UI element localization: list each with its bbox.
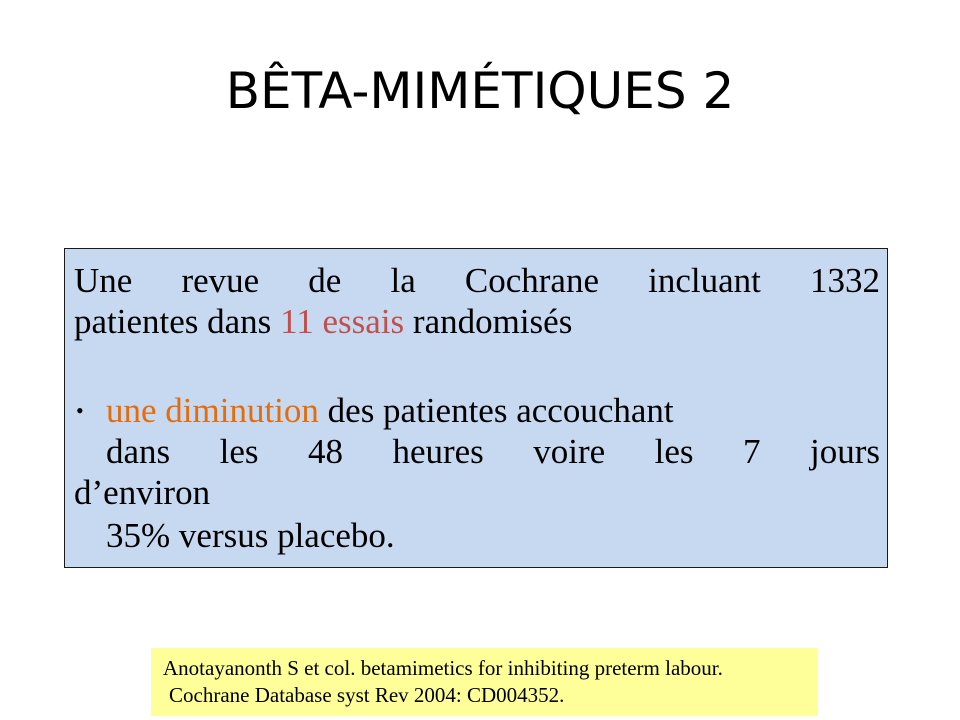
citation-line-1: Anotayanonth S et col. betamimetics for inhibiting preterm labour. bbox=[163, 656, 723, 680]
bullet-line-2: dans les 48 heures voire les 7 jours bbox=[106, 432, 880, 471]
bullet-text: des patientes accouchant bbox=[318, 391, 674, 430]
intro-text: patientes dans bbox=[74, 302, 281, 341]
citation-box bbox=[151, 648, 818, 716]
intro-line-2 bbox=[74, 301, 880, 342]
intro-line-1: Une revue de la Cochrane incluant 1332 bbox=[74, 261, 880, 300]
bullet-line-3: d’environ bbox=[74, 473, 211, 512]
bullet-icon: • bbox=[76, 398, 84, 423]
bullet-item bbox=[74, 390, 880, 431]
decrease-highlight: une diminution bbox=[106, 391, 319, 430]
citation-line-2: Cochrane Database syst Rev 2004: CD004352. bbox=[169, 683, 565, 707]
trials-highlight: 11 essais bbox=[280, 302, 405, 341]
content-text bbox=[74, 260, 880, 556]
intro-text-end: randomisés bbox=[404, 302, 573, 341]
bullet-line-4: 35% versus placebo. bbox=[106, 516, 395, 555]
slide-title: BÊTA-MIMÉTIQUES 2 bbox=[225, 62, 735, 120]
spacer bbox=[74, 342, 880, 390]
